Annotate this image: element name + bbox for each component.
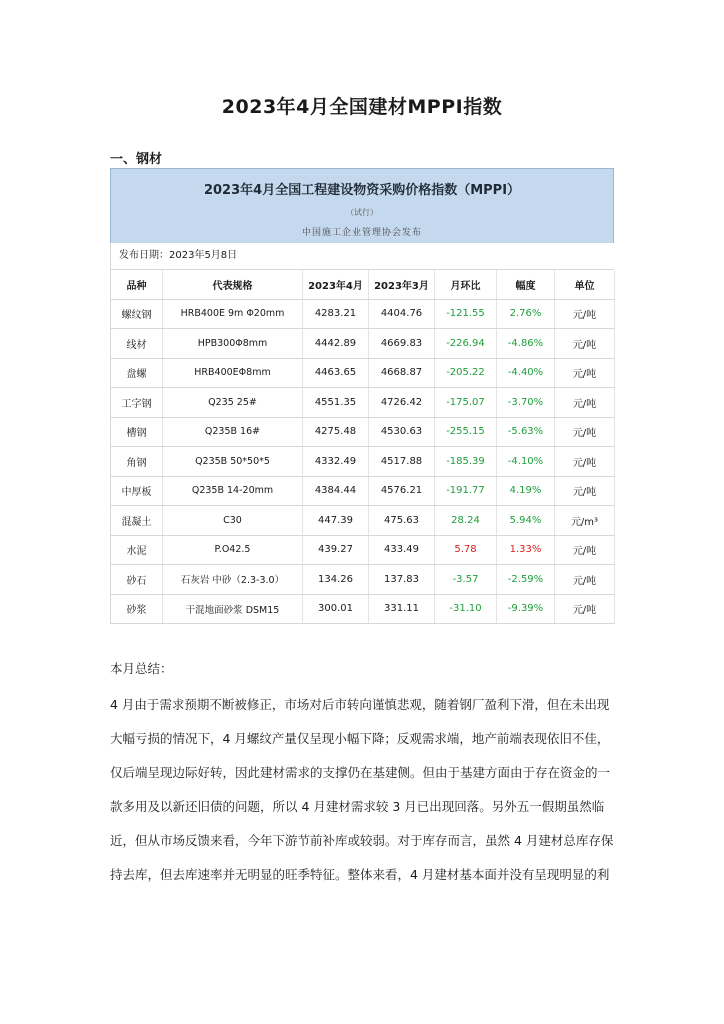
cell-mar: 4517.88 — [369, 447, 435, 477]
price-index-table-card — [110, 168, 614, 624]
table-row — [111, 388, 615, 418]
table-row — [111, 447, 615, 477]
cell-mom: 28.24 — [435, 506, 497, 536]
cell-mom: -3.57 — [435, 565, 497, 595]
table-row — [111, 299, 615, 329]
table-subtitle: （试行） — [346, 208, 378, 217]
cell-unit: 元/吨 — [555, 476, 615, 506]
summary-line: 仅后端呈现边际好转，因此建材需求的支撑仍在基建侧。但由于基建方面由于存在资金的一 — [110, 765, 611, 780]
cell-mar: 137.83 — [369, 565, 435, 595]
cell-unit: 元/m³ — [555, 506, 615, 536]
cell-apr: 447.39 — [303, 506, 369, 536]
cell-mar: 475.63 — [369, 506, 435, 536]
cell-pct: -3.70% — [497, 388, 555, 418]
summary-line: 近，但从市场反馈来看，今年下游节前补库或较弱。对于库存而言，虽然 4 月建材总库存保 — [110, 833, 614, 848]
cell-variety: 砂浆 — [111, 594, 163, 624]
cell-unit: 元/吨 — [555, 417, 615, 447]
table-row — [111, 329, 615, 359]
cell-mar: 4404.76 — [369, 299, 435, 329]
cell-mar: 4576.21 — [369, 476, 435, 506]
table-row — [111, 535, 615, 565]
cell-unit: 元/吨 — [555, 299, 615, 329]
cell-mar: 4726.42 — [369, 388, 435, 418]
cell-mar: 4669.83 — [369, 329, 435, 359]
cell-mom: -121.55 — [435, 299, 497, 329]
cell-variety: 线材 — [111, 329, 163, 359]
cell-apr: 4442.89 — [303, 329, 369, 359]
cell-unit: 元/吨 — [555, 565, 615, 595]
cell-pct: -4.10% — [497, 447, 555, 477]
cell-spec: Q235 25# — [163, 388, 303, 418]
header-mar: 2023年3月 — [369, 270, 435, 299]
cell-unit: 元/吨 — [555, 594, 615, 624]
cell-unit: 元/吨 — [555, 447, 615, 477]
header-unit: 单位 — [555, 270, 615, 299]
document-title: 2023年4月全国建材MPPI指数 — [221, 96, 503, 118]
cell-mom: -255.15 — [435, 417, 497, 447]
cell-mar: 4668.87 — [369, 358, 435, 388]
cell-apr: 134.26 — [303, 565, 369, 595]
cell-variety: 中厚板 — [111, 476, 163, 506]
cell-apr: 4384.44 — [303, 476, 369, 506]
summary-line: 持去库，但去库速率并无明显的旺季特征。整体来看，4 月建材基本面并没有呈现明显的利 — [110, 867, 610, 882]
cell-spec: Q235B 14-20mm — [163, 476, 303, 506]
cell-pct: -9.39% — [497, 594, 555, 624]
cell-spec: Q235B 50*50*5 — [163, 447, 303, 477]
table-header-band — [110, 168, 614, 243]
cell-pct: -5.63% — [497, 417, 555, 447]
cell-variety: 砂石 — [111, 565, 163, 595]
summary-line: 款多用及以新还旧债的问题，所以 4 月建材需求较 3 月已出现回落。另外五一假期虽然临 — [110, 799, 605, 814]
cell-spec: 石灰岩 中砂（2.3-3.0） — [163, 565, 303, 595]
header-variety: 品种 — [111, 270, 163, 299]
cell-pct: -4.86% — [497, 329, 555, 359]
cell-variety: 螺纹钢 — [111, 299, 163, 329]
cell-pct: 2.76% — [497, 299, 555, 329]
cell-mar: 433.49 — [369, 535, 435, 565]
cell-variety: 水泥 — [111, 535, 163, 565]
cell-apr: 4551.35 — [303, 388, 369, 418]
cell-mom: -185.39 — [435, 447, 497, 477]
cell-spec: P.O42.5 — [163, 535, 303, 565]
cell-spec: Q235B 16# — [163, 417, 303, 447]
cell-variety: 工字钢 — [111, 388, 163, 418]
cell-mom: -191.77 — [435, 476, 497, 506]
summary-paragraph — [110, 688, 616, 892]
cell-spec: HRB400EΦ8mm — [163, 358, 303, 388]
release-date: 发布日期：2023年5月8日 — [110, 243, 614, 270]
table-row — [111, 565, 615, 595]
cell-pct: -2.59% — [497, 565, 555, 595]
table-row — [111, 358, 615, 388]
cell-mom: -175.07 — [435, 388, 497, 418]
header-apr: 2023年4月 — [303, 270, 369, 299]
cell-pct: -4.40% — [497, 358, 555, 388]
header-pct: 幅度 — [497, 270, 555, 299]
table-row — [111, 417, 615, 447]
cell-variety: 混凝土 — [111, 506, 163, 536]
table-title: 2023年4月全国工程建设物资采购价格指数（MPPI） — [203, 183, 521, 198]
summary-heading: 本月总结： — [110, 661, 173, 676]
summary-line: 大幅亏损的情况下，4 月螺纹产量仅呈现小幅下降；反观需求端，地产前端表现依旧不佳， — [110, 731, 610, 746]
table-row — [111, 506, 615, 536]
table-row — [111, 594, 615, 624]
cell-apr: 4283.21 — [303, 299, 369, 329]
header-mom: 月环比 — [435, 270, 497, 299]
table-row — [111, 476, 615, 506]
cell-variety: 盘螺 — [111, 358, 163, 388]
cell-spec: C30 — [163, 506, 303, 536]
cell-mom: -226.94 — [435, 329, 497, 359]
cell-apr: 4332.49 — [303, 447, 369, 477]
table-header-row — [111, 270, 615, 299]
cell-pct: 5.94% — [497, 506, 555, 536]
cell-spec: 干混地面砂浆 DSM15 — [163, 594, 303, 624]
cell-spec: HRB400E 9m Φ20mm — [163, 299, 303, 329]
cell-pct: 4.19% — [497, 476, 555, 506]
header-spec: 代表规格 — [163, 270, 303, 299]
cell-unit: 元/吨 — [555, 329, 615, 359]
cell-variety: 角钢 — [111, 447, 163, 477]
cell-mar: 331.11 — [369, 594, 435, 624]
cell-apr: 439.27 — [303, 535, 369, 565]
cell-mom: -31.10 — [435, 594, 497, 624]
cell-mar: 4530.63 — [369, 417, 435, 447]
cell-unit: 元/吨 — [555, 535, 615, 565]
cell-variety: 槽钢 — [111, 417, 163, 447]
table-publisher: 中国施工企业管理协会发布 — [301, 228, 422, 238]
cell-unit: 元/吨 — [555, 358, 615, 388]
cell-mom: -205.22 — [435, 358, 497, 388]
cell-spec: HPB300Φ8mm — [163, 329, 303, 359]
price-table — [110, 270, 615, 624]
cell-apr: 4463.65 — [303, 358, 369, 388]
cell-mom: 5.78 — [435, 535, 497, 565]
cell-pct: 1.33% — [497, 535, 555, 565]
cell-apr: 4275.48 — [303, 417, 369, 447]
summary-line: 4 月由于需求预期不断被修正，市场对后市转向谨慎悲观，随着钢厂盈利下滑，但在未出现 — [110, 697, 610, 712]
cell-unit: 元/吨 — [555, 388, 615, 418]
section-heading: 一、钢材 — [110, 152, 163, 167]
cell-apr: 300.01 — [303, 594, 369, 624]
